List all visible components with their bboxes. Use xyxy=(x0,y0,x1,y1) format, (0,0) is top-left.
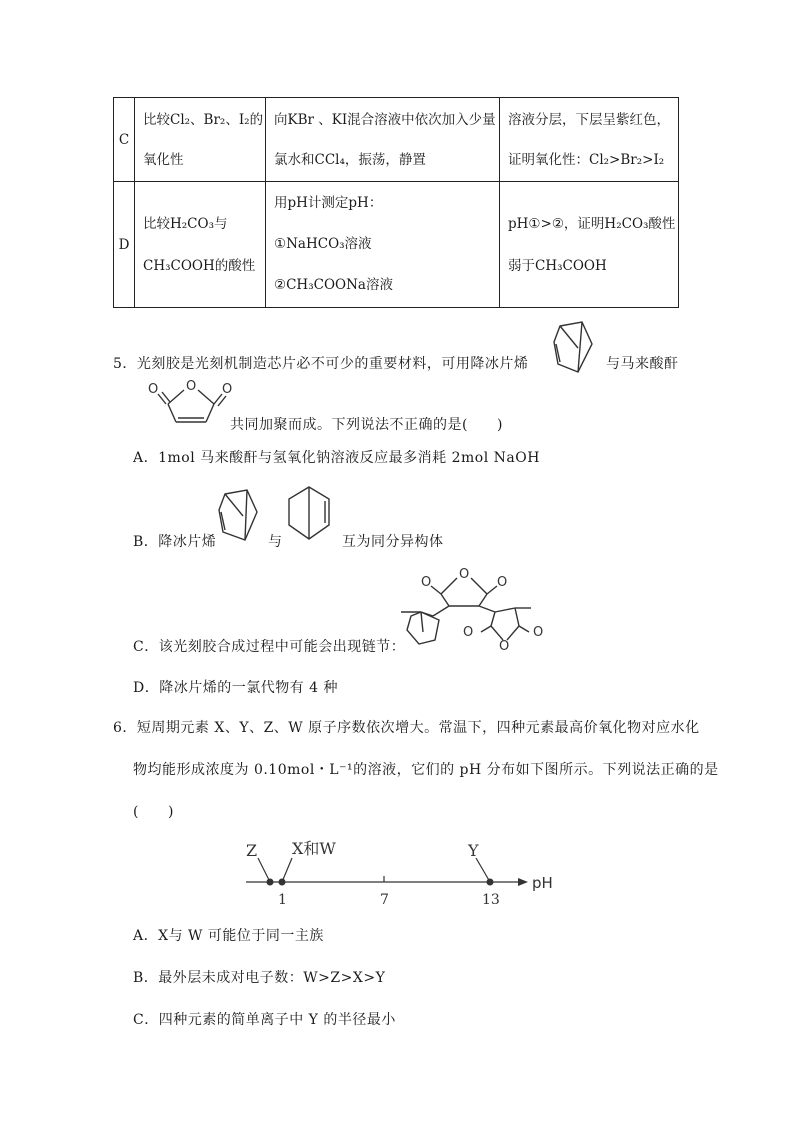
option-d: D．降冰片烯的一氯代物有 4 种 xyxy=(133,680,339,696)
svg-text:O: O xyxy=(186,379,197,394)
svg-text:O: O xyxy=(459,567,470,582)
polymer-unit-structure xyxy=(395,568,555,652)
option-b-end: 互为同分异构体 xyxy=(342,534,444,550)
maleic-anhydride-structure xyxy=(148,378,240,428)
tick-label: 13 xyxy=(482,892,500,908)
svg-text:O: O xyxy=(222,382,233,397)
point-y xyxy=(487,879,494,886)
label-z: Z xyxy=(246,841,258,860)
svg-text:O: O xyxy=(148,382,159,397)
q6-option-b: B．最外层未成对电子数：W>Z>X>Y xyxy=(133,970,386,986)
tick-label: 1 xyxy=(278,892,287,908)
svg-text:O: O xyxy=(497,575,508,590)
question-6-stem: 6．短周期元素 X、Y、Z、W 原子序数依次增大。常温下，四种元素最高价氧化物对应水化 xyxy=(113,720,700,736)
label-xw: X和W xyxy=(292,839,336,858)
question-6-stem-2: 物均能形成浓度为 0.10mol・L⁻¹的溶液，它们的 pH 分布如下图所示。下列说法正确的是 xyxy=(133,762,719,778)
table-cell: 溶液分层，下层呈紫红色， 证明氧化性：Cl₂>Br₂>I₂ xyxy=(500,98,679,182)
question-5-stem-cont: 与马来酸酐 xyxy=(606,356,679,372)
row-label: D xyxy=(114,182,135,308)
table-cell: 用pH计测定pH： ①NaHCO₃溶液 ②CH₃COONa溶液 xyxy=(266,182,500,308)
ph-axis-diagram xyxy=(240,836,570,912)
experiment-table xyxy=(113,97,679,308)
svg-text:O: O xyxy=(499,639,510,654)
option-b-connector: 与 xyxy=(268,534,283,550)
axis-unit: pH xyxy=(532,874,553,892)
svg-text:O: O xyxy=(463,625,474,640)
label-y: Y xyxy=(468,841,479,860)
question-5-stem: 5．光刻胶是光刻机制造芯片必不可少的重要材料，可用降冰片烯 xyxy=(113,356,529,372)
question-5-stem-end: 共同加聚而成。下列说法不正确的是( ) xyxy=(230,417,503,433)
question-6-stem-3: ( ) xyxy=(133,804,174,820)
table-cell: pH①>②，证明H₂CO₃酸性 弱于CH₃COOH xyxy=(500,182,679,308)
isomer-structure xyxy=(283,485,335,545)
norbornene-structure-b xyxy=(215,488,265,548)
svg-text:O: O xyxy=(421,575,432,590)
table-cell: 向KBr 、KI混合溶液中依次加入少量 氯水和CCl₄，振荡，静置 xyxy=(266,98,500,182)
option-c: C．该光刻胶合成过程中可能会出现链节： xyxy=(133,639,406,655)
option-a: A．1mol 马来酸酐与氢氧化钠溶液反应最多消耗 2mol NaOH xyxy=(133,450,540,466)
table-cell: 比较H₂CO₃与 CH₃COOH的酸性 xyxy=(135,182,266,308)
q6-option-a: A．X与 W 可能位于同一主族 xyxy=(133,928,324,944)
axis-arrow xyxy=(518,878,528,886)
q6-option-c: C．四种元素的简单离子中 Y 的半径最小 xyxy=(133,1012,396,1028)
table-row xyxy=(114,182,679,308)
tick-label: 7 xyxy=(380,892,389,908)
svg-text:O: O xyxy=(533,625,544,640)
table-cell: 比较Cl₂、Br₂、I₂的 氧化性 xyxy=(135,98,266,182)
row-label: C xyxy=(114,98,135,182)
norbornene-structure xyxy=(548,318,604,380)
option-b: B．降冰片烯 xyxy=(133,534,217,550)
table-row xyxy=(114,98,679,182)
point-xw xyxy=(279,879,286,886)
point-z xyxy=(267,879,274,886)
